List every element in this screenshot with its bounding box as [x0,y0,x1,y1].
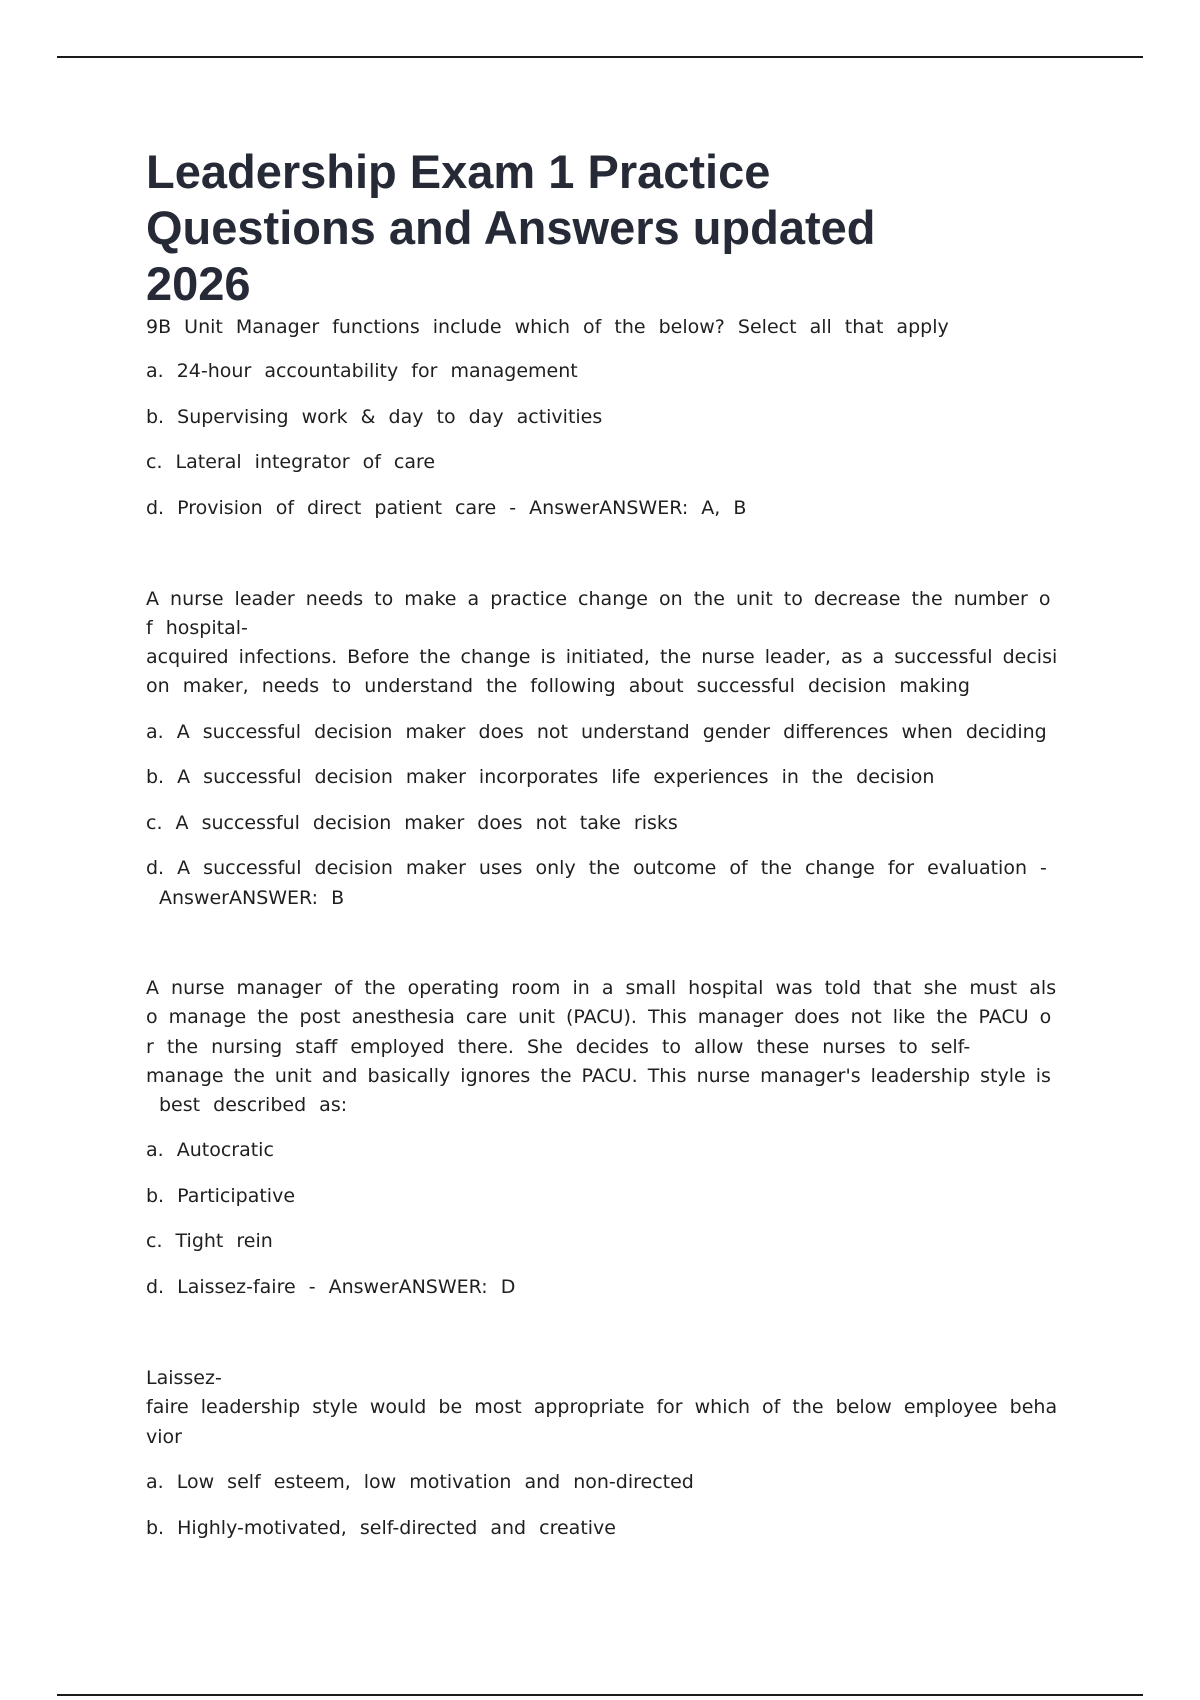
question-1-option-c: c. Lateral integrator of care [146,451,436,473]
footer-rule [57,1694,1143,1696]
question-4-stem-line: vior [146,1426,182,1448]
question-4-option-a: a. Low self esteem, low motivation and non-directed [146,1471,694,1493]
question-2-stem-line: f hospital- [146,617,248,639]
question-2-answer: AnswerANSWER: B [159,887,345,909]
question-2-stem-line: on maker, needs to understand the following about successful decision making [146,675,970,697]
question-3-stem-line: A nurse manager of the operating room in a small hospital was told that she must als [146,977,1057,999]
question-1-option-d: d. Provision of direct patient care - AnswerANSWER: A, B [146,497,747,519]
question-2-option-d: d. A successful decision maker uses only the outcome of the change for evaluation - [146,857,1047,879]
title-line: Leadership Exam 1 Practice [146,145,771,198]
question-1-option-b: b. Supervising work & day to day activities [146,406,603,428]
question-3-stem-line: manage the unit and basically ignores the PACU. This nurse manager's leadership style is [146,1065,1051,1087]
question-3-stem-line: best described as: [159,1094,348,1116]
question-1-option-a: a. 24-hour accountability for management [146,360,578,382]
question-3-stem-line: r the nursing staff employed there. She decides to allow these nurses to self- [146,1036,971,1058]
question-2-option-b: b. A successful decision maker incorporates life experiences in the decision [146,766,935,788]
title-line: Questions and Answers updated [146,201,876,254]
header-rule [57,56,1143,58]
question-3-option-d: d. Laissez-faire - AnswerANSWER: D [146,1276,516,1298]
question-2-stem-line: acquired infections. Before the change is initiated, the nurse leader, as a successful decisi [146,646,1058,668]
title-line: 2026 [146,257,251,310]
question-2-option-a: a. A successful decision maker does not understand gender differences when deciding [146,721,1047,743]
question-2-option-c: c. A successful decision maker does not take risks [146,812,678,834]
question-1-stem: 9B Unit Manager functions include which of the below? Select all that apply [146,316,949,338]
question-4-stem-line: faire leadership style would be most appropriate for which of the below employee beha [146,1396,1058,1418]
question-3-option-c: c. Tight rein [146,1230,273,1252]
document-title [146,144,1046,312]
question-4-option-b: b. Highly-motivated, self-directed and creative [146,1517,616,1539]
question-4-stem-line: Laissez- [146,1367,222,1389]
question-2-stem-line: A nurse leader needs to make a practice change on the unit to decrease the number o [146,588,1051,610]
question-3-option-b: b. Participative [146,1185,296,1207]
question-3-option-a: a. Autocratic [146,1139,274,1161]
question-3-stem-line: o manage the post anesthesia care unit (PACU). This manager does not like the PACU o [146,1006,1052,1028]
